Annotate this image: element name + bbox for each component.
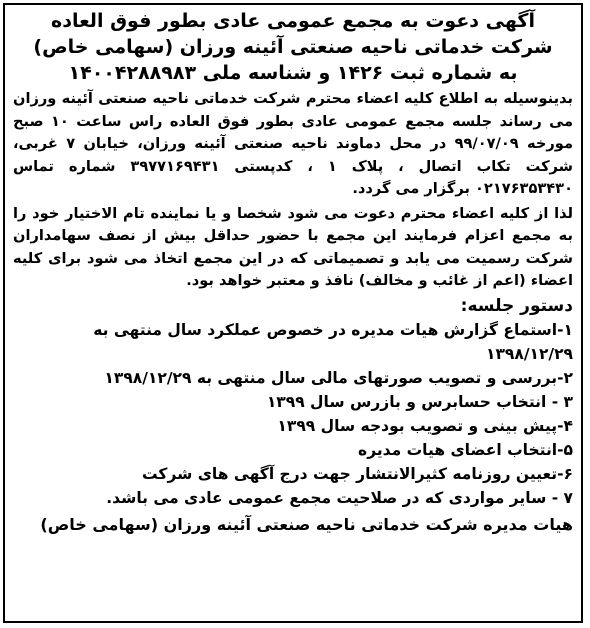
agenda-item: ۳ - انتخاب حسابرس و بازرس سال ۱۳۹۹ — [266, 392, 573, 411]
agenda-item: ۶-تعیین روزنامه کثیرالانتشار جهت درج آگهی های شرکت — [142, 464, 573, 483]
invitation-paragraph: بدینوسیله به اطلاع کلیه اعضاء محترم شرکت خدماتی ناحیه صنعتی آئینه ورزان می رساند جلسه مجمع عمومی عادی بطور فوق العاده راس ساعت ۱۰ صبح مورخه ۹۹/۰۷/۰۹ در محل دماوند ناحیه صنعتی آئینه ورزان، خیابان ۷ غربی، شرکت تکاب اتصال ، پلاک ۱ ، کدپستی ۳۹۷۷۱۶۹۴۳۱ شماره تماس ۰۲۱۷۶۳۵۳۴۳۰ برگزار می گردد. — [13, 90, 573, 197]
agenda-item: ۲-بررسی و تصویب صورتهای مالی سال منتهی به ۱۳۹۸/۱۲/۲۹ — [104, 368, 573, 387]
registration-info: به شماره ثبت ۱۴۲۶ و شناسه ملی ۱۴۰۰۴۲۸۸۹۸۳ — [68, 62, 518, 84]
agenda-item: ۷ - سایر مواردی که در صلاحیت مجمع عمومی عادی می باشد. — [106, 488, 573, 507]
notice-box — [3, 3, 583, 623]
board-signature: هیات مدیره شرکت خدماتی ناحیه صنعتی آئینه ورزان (سهامی خاص) — [40, 514, 573, 534]
notice-title: آگهی دعوت به مجمع عمومی عادی بطور فوق العاده — [50, 10, 535, 32]
agenda-title: دستور جلسه: — [460, 295, 573, 316]
attendance-paragraph: لذا از کلیه اعضاء محترم دعوت می شود شخصا و یا نماینده تام الاختیار خود را به مجمع اعزام فرمایند این مجمع با حضور حداقل بیش از نصف سهامداران شرکت رسمیت می یابد و تصمیماتی که در این مجمع اتخاذ می شود برای کلیه اعضاء (اعم از غائب و مخالف) نافذ و معتبر خواهد بود. — [13, 204, 573, 289]
company-name: شرکت خدماتی ناحیه صنعتی آئینه ورزان (سهامی خاص) — [33, 36, 553, 58]
agenda-item: ۱-استماع گزارش هیات مدیره در خصوص عملکرد سال منتهی به ۱۳۹۸/۱۲/۲۹ — [93, 320, 573, 363]
agenda-item: ۴-پیش بینی و تصویب بودجه سال ۱۳۹۹ — [277, 416, 573, 435]
agenda-list — [13, 318, 573, 510]
agenda-item: ۵-انتخاب اعضای هیات مدیره — [358, 440, 573, 459]
